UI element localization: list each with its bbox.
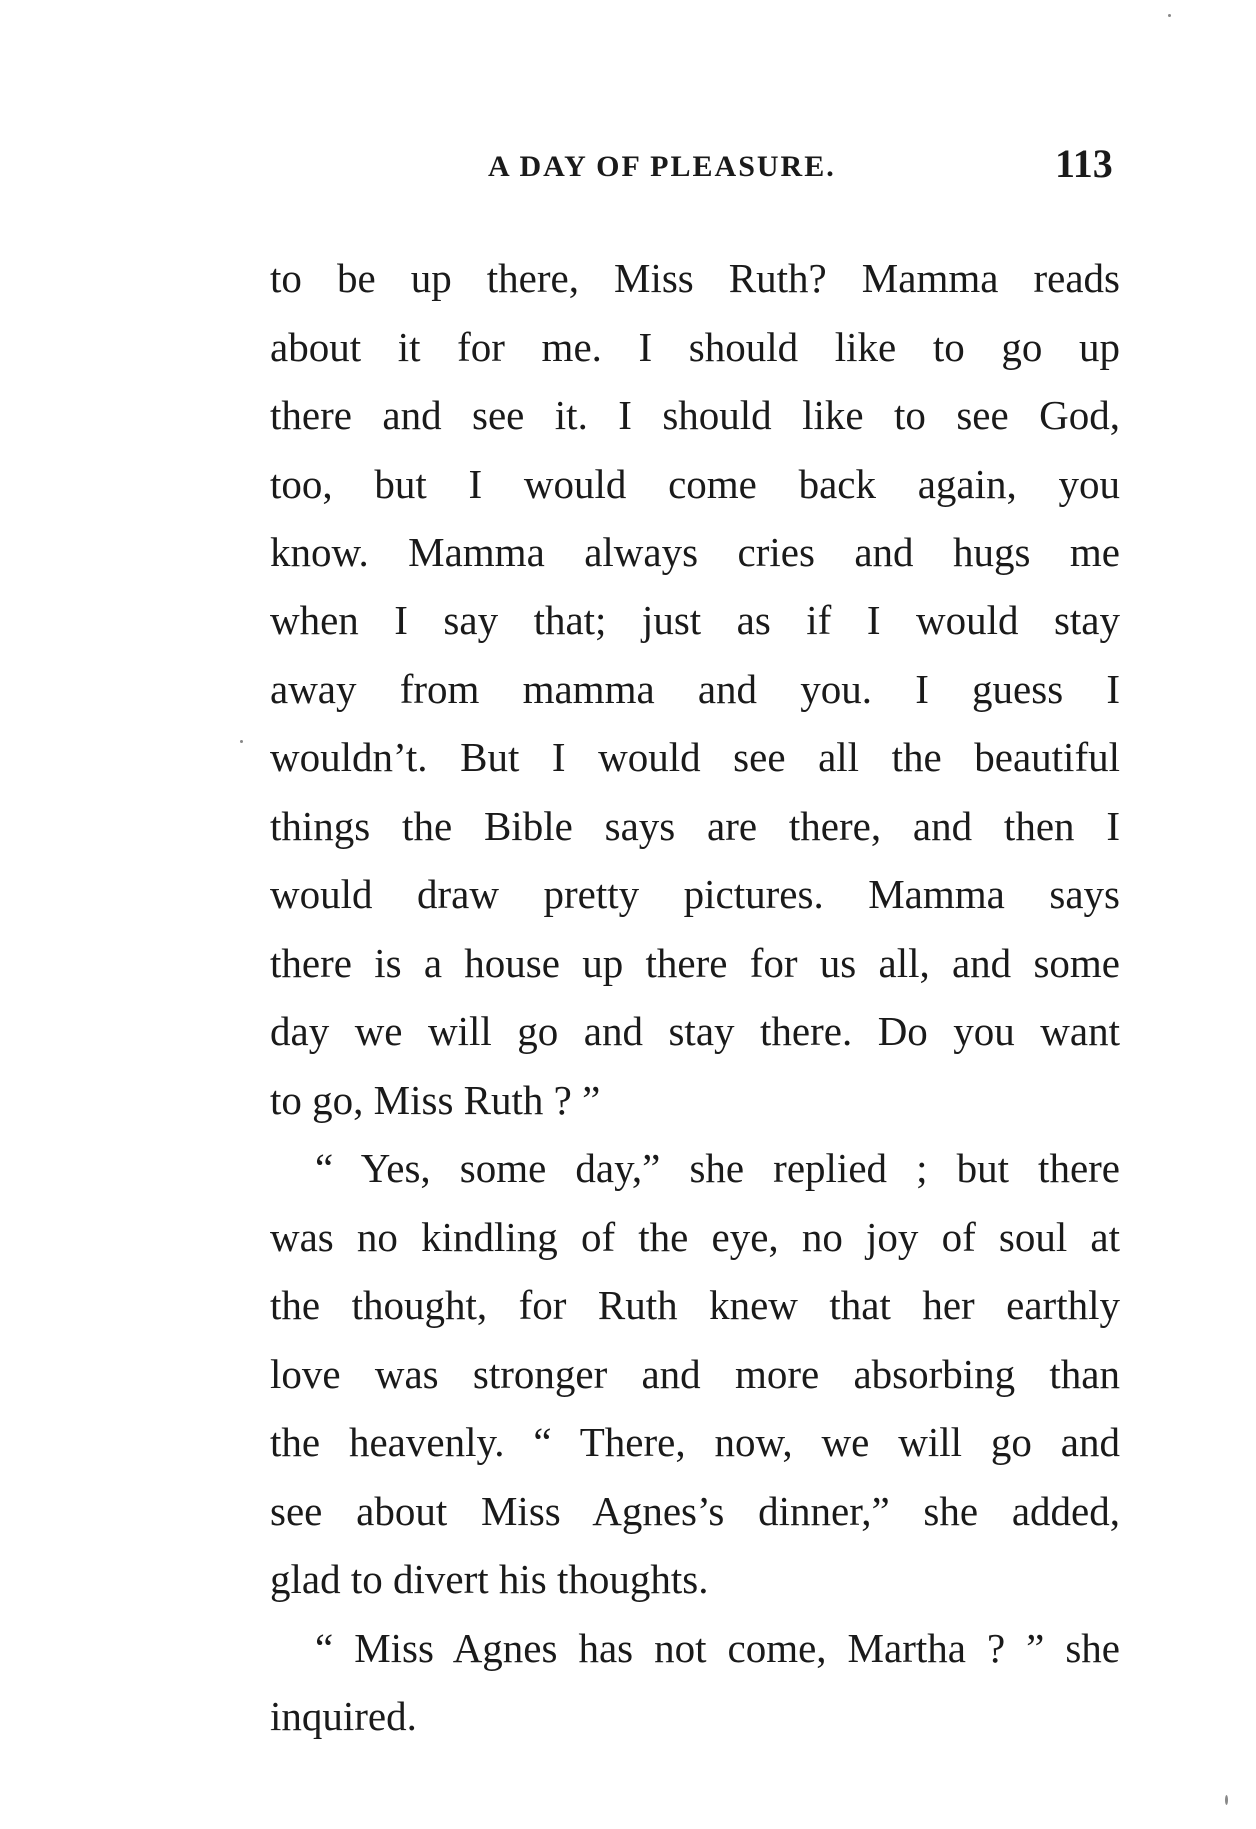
running-head: A DAY OF PLEASURE.	[488, 150, 836, 183]
text-line: there and see it. I should like to see God,	[270, 392, 1120, 438]
text-line: wouldn’t. But I would see all the beautiful	[270, 734, 1120, 780]
text-line: would draw pretty pictures. Mamma says	[270, 871, 1120, 917]
text-line: there is a house up there for us all, and some	[270, 940, 1120, 986]
text-line: about it for me. I should like to go up	[270, 324, 1120, 370]
print-speck	[1225, 1795, 1228, 1805]
text-line: the heavenly. “ There, now, we will go and	[270, 1419, 1120, 1465]
print-speck	[1168, 14, 1171, 17]
text-line: love was stronger and more absorbing than	[270, 1351, 1120, 1397]
text-line: glad to divert his thoughts.	[270, 1556, 709, 1602]
text-line: was no kindling of the eye, no joy of soul at	[270, 1214, 1120, 1260]
text-line: know. Mamma always cries and hugs me	[270, 529, 1120, 575]
page-number: 113	[1055, 141, 1113, 186]
text-line: inquired.	[270, 1693, 417, 1739]
text-line: “ Miss Agnes has not come, Martha ? ” she	[315, 1625, 1120, 1671]
text-line: the thought, for Ruth knew that her earthly	[270, 1282, 1120, 1328]
text-line: to go, Miss Ruth ? ”	[270, 1077, 601, 1123]
text-line: “ Yes, some day,” she replied ; but there	[315, 1145, 1120, 1191]
text-line: day we will go and stay there. Do you want	[270, 1008, 1120, 1054]
print-speck	[240, 740, 243, 743]
text-line: when I say that; just as if I would stay	[270, 597, 1120, 643]
text-line: to be up there, Miss Ruth? Mamma reads	[270, 255, 1120, 301]
text-line: see about Miss Agnes’s dinner,” she added,	[270, 1488, 1120, 1534]
text-line: things the Bible says are there, and then I	[270, 803, 1120, 849]
text-line: too, but I would come back again, you	[270, 461, 1120, 507]
text-line: away from mamma and you. I guess I	[270, 666, 1120, 712]
